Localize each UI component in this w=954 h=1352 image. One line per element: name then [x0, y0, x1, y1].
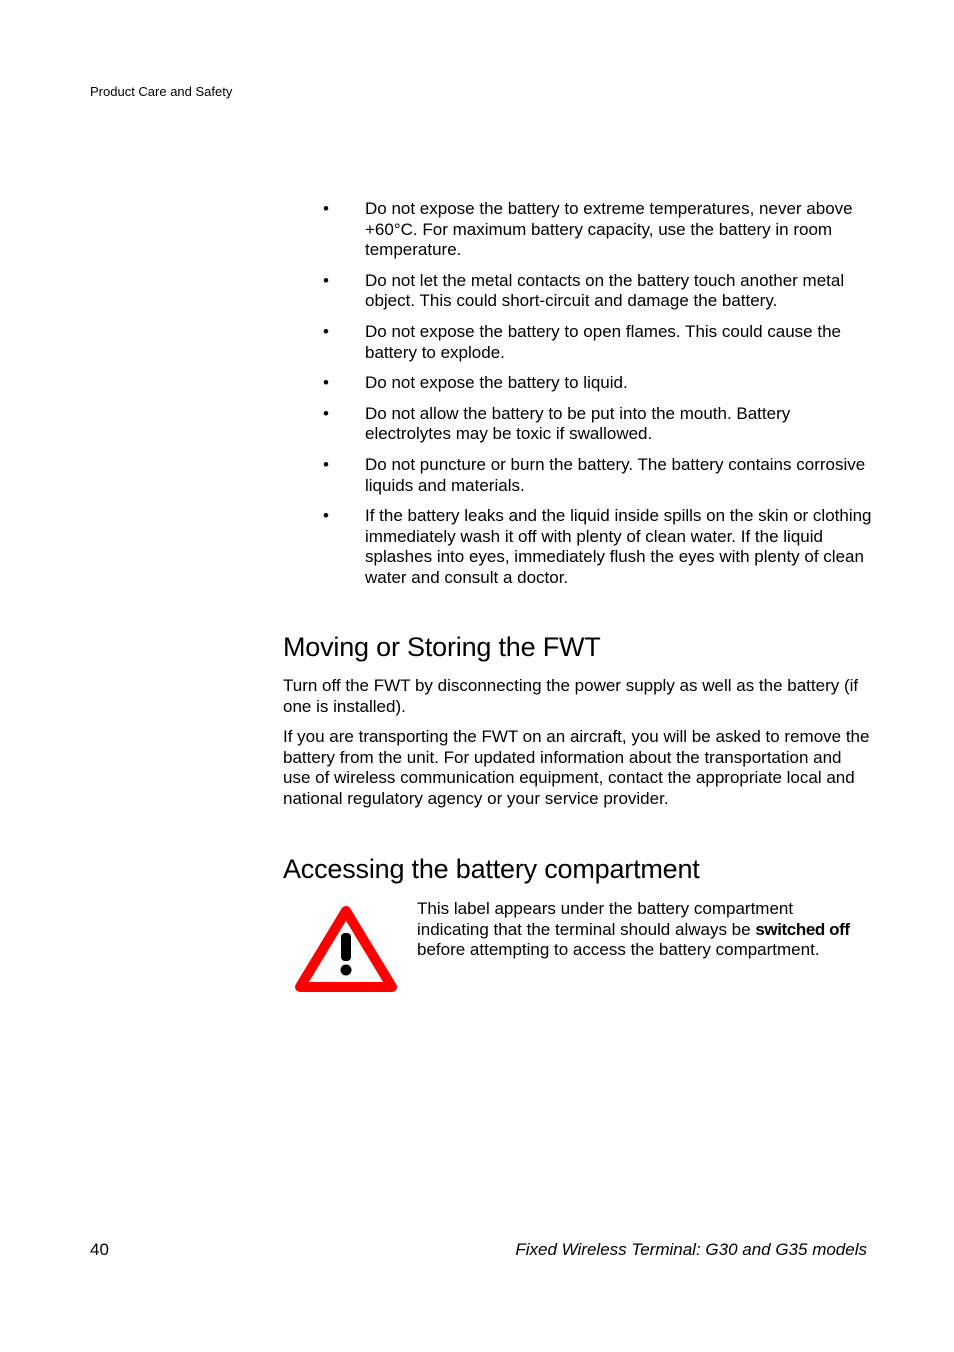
- list-item-text: Do not expose the battery to extreme temperatures, never above +60°C. For maximum battery capacity, use the battery in room temperature.: [365, 199, 853, 260]
- running-header: Product Care and Safety: [90, 84, 233, 99]
- list-item: [283, 322, 873, 363]
- document-title: Fixed Wireless Terminal: G30 and G35 models: [515, 1240, 867, 1259]
- bullet-icon: •: [323, 270, 329, 290]
- list-item: [283, 506, 873, 588]
- list-item-text: Do not puncture or burn the battery. The battery contains corrosive liquids and materials.: [365, 454, 866, 495]
- list-item-text: Do not expose the battery to open flames. This could cause the battery to explode.: [365, 321, 841, 362]
- page-number: 40: [90, 1240, 109, 1259]
- warning-description: [417, 899, 857, 961]
- list-item: [283, 373, 873, 394]
- list-item: [283, 404, 873, 445]
- list-item-text: Do not allow the battery to be put into the mouth. Battery electrolytes may be toxic if swallowed.: [365, 403, 791, 444]
- section-heading: Moving or Storing the FWT: [283, 632, 601, 662]
- list-item-text: If the battery leaks and the liquid inside spills on the skin or clothing immediately wash it off with plenty of clean water. If the liquid splashes into eyes, immediately flush the eyes with plenty of clean water and consult a doctor.: [365, 506, 872, 587]
- bullet-icon: •: [323, 321, 329, 341]
- warning-triangle-icon: [294, 905, 398, 992]
- battery-precautions-list: [283, 199, 873, 599]
- section-heading: Accessing the battery compartment: [283, 854, 700, 884]
- warning-text-emphasis: switched off: [755, 919, 850, 939]
- bullet-icon: •: [323, 373, 329, 393]
- list-item-text: Do not let the metal contacts on the battery touch another metal object. This could short-circuit and damage the battery.: [365, 270, 845, 311]
- list-item: [283, 271, 873, 312]
- moving-storing-section: [283, 630, 873, 820]
- warning-text-start: This label appears under the battery compartment indicating that the terminal should always be: [417, 899, 794, 939]
- paragraph: Turn off the FWT by disconnecting the power supply as well as the battery (if one is installed).: [283, 676, 859, 716]
- list-item: [283, 199, 873, 261]
- warning-label-row: [283, 886, 873, 986]
- list-item-text: Do not expose the battery to liquid.: [365, 373, 628, 393]
- bullet-icon: •: [323, 403, 329, 423]
- warning-text-end: before attempting to access the battery compartment.: [417, 940, 820, 960]
- paragraph: If you are transporting the FWT on an aircraft, you will be asked to remove the battery from the unit. For updated information about the transportation and use of wireless communication equipment, contact the appropriate local and national regulatory agency or your service provider.: [283, 727, 870, 808]
- battery-compartment-section: [283, 852, 873, 986]
- list-item: [283, 455, 873, 496]
- bullet-icon: •: [323, 506, 329, 526]
- bullet-icon: •: [323, 454, 329, 474]
- bullet-icon: •: [323, 199, 329, 218]
